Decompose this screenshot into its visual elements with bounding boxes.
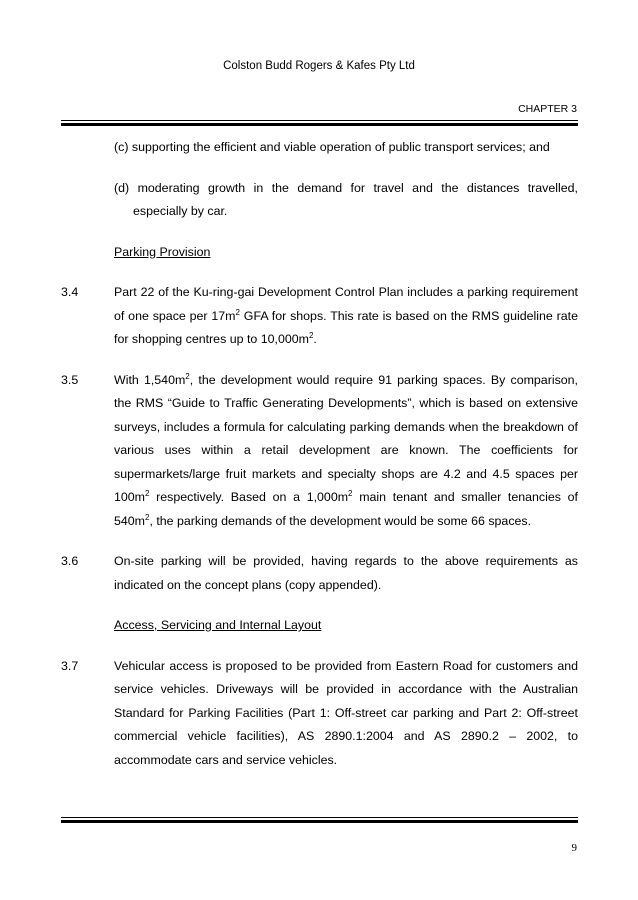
superscript: 2	[348, 488, 353, 498]
heading-parking-text: Parking Provision	[114, 244, 211, 259]
text-run: , the parking demands of the development would be some 66 spaces.	[149, 513, 532, 528]
text-run: main tenant and smaller tenancies of 540m	[114, 490, 578, 528]
text-run: .	[313, 332, 317, 346]
text-run: , the development would require 91 parking spaces. By comparison, the RMS “Guide to Traffic Generating Developments”, which is based on extensive surveys, includes a formula for calculating parking demands when the breakdown of various uses within a retail development are known. The coefficients for supermarkets/large fruit markets and specialty shops are 4.2 and 4.5 spaces per 100m	[114, 372, 578, 504]
superscript: 2	[235, 307, 240, 317]
paragraph-text: Vehicular access is proposed to be provided from Eastern Road for customers and service vehicles. Driveways will be provided in accordance with the Australian Standard for Parking Facilities (Part 1: Off-street car parking and Part 2: Off-street commercial vehicle facilities), AS 2890.1:2004 and AS 2890.2 – 2002, to accommodate cars and service vehicles.	[114, 658, 578, 767]
header-rule	[61, 120, 578, 126]
heading-access-text: Access, Servicing and Internal Layout	[114, 618, 322, 632]
paragraph-3-6	[61, 550, 578, 597]
superscript: 2	[145, 512, 150, 522]
footer-rule	[61, 817, 578, 823]
text-run: respectively. Based on a 1,000m	[149, 490, 349, 504]
section-heading-access	[61, 614, 578, 638]
superscript: 2	[145, 488, 150, 498]
section-heading-parking	[61, 241, 578, 265]
paragraph-text: On-site parking will be provided, having regards to the above requirements as indicated on the concept plans (copy appended).	[114, 554, 578, 592]
firm-name: Colston Budd Rogers & Kafes Pty Ltd	[223, 60, 415, 72]
paragraph-3-7	[61, 655, 578, 773]
paragraph-3-5	[61, 369, 578, 534]
list-item-d: (d) moderating growth in the demand for travel and the distances travelled, especially by car.	[114, 180, 578, 218]
chapter-label: CHAPTER 3	[518, 103, 577, 115]
page-number: 9	[571, 842, 577, 854]
text-run: GFA for shops. This rate is based on the RMS guideline rate for shopping centres up to 10,000m	[114, 308, 578, 346]
paragraph-number: 3.5	[61, 372, 79, 387]
list-item-c: (c) supporting the efficient and viable operation of public transport services; and	[114, 140, 550, 154]
superscript: 2	[308, 330, 314, 340]
text-run: Part 22 of the Ku-ring-gai Development Control Plan includes a parking requirement of one space per 17m	[114, 285, 578, 323]
paragraph-number: 3.7	[61, 658, 79, 673]
paragraph-number: 3.4	[61, 285, 79, 299]
paragraph-number: 3.6	[61, 554, 79, 568]
paragraph-3-4	[61, 281, 578, 352]
superscript: 2	[185, 371, 190, 381]
text-run: With 1,540m	[114, 372, 186, 387]
page-body	[61, 136, 578, 789]
